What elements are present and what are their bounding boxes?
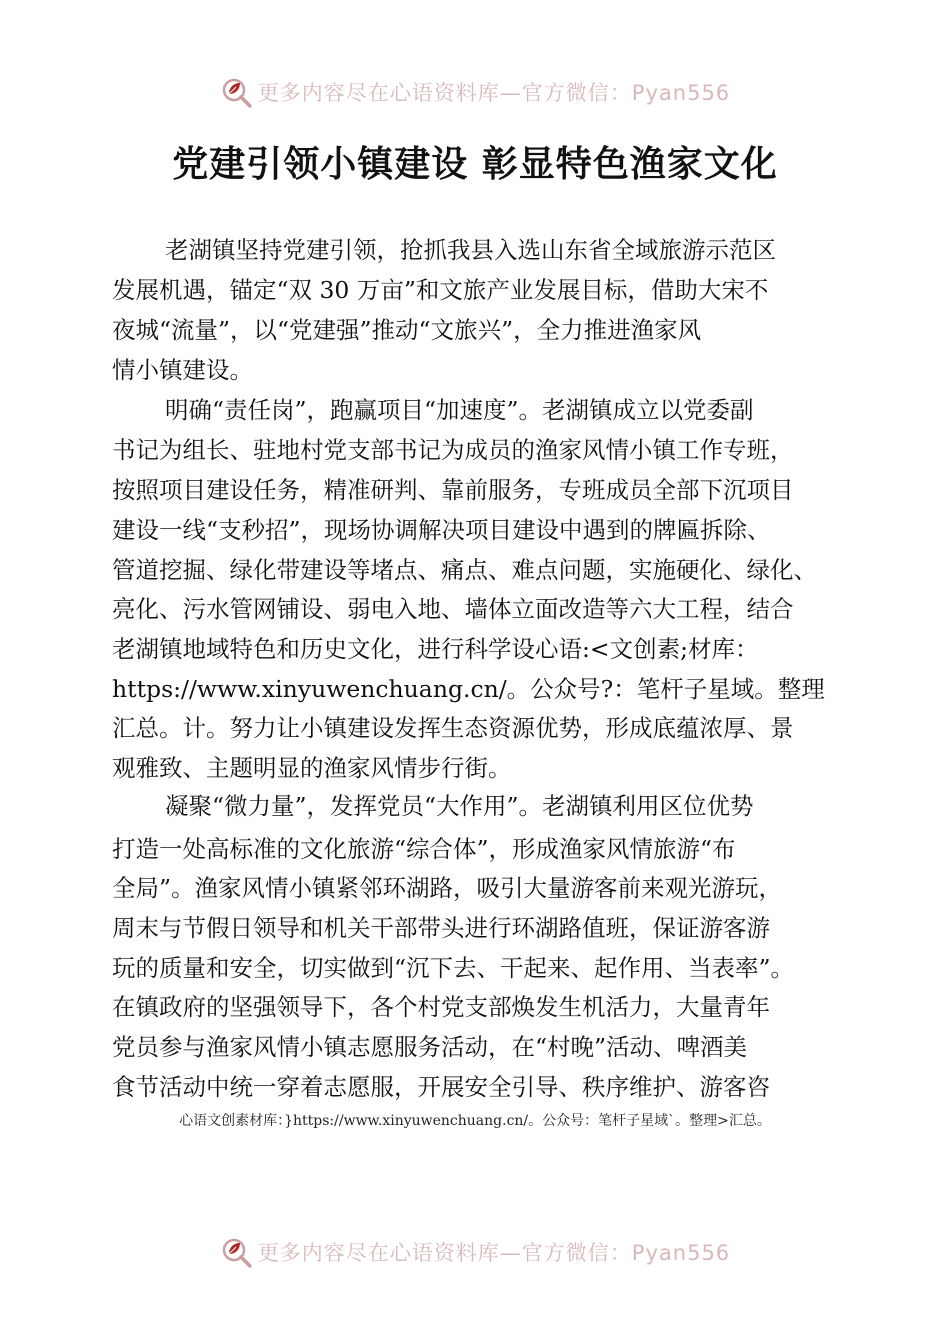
footer-banner xyxy=(0,1232,950,1272)
body-line: 书记为组长、驻地村党支部书记为成员的渔家风情小镇工作专班， xyxy=(112,436,794,464)
body-line: 情小镇建设。 xyxy=(112,356,253,384)
body-line: 周末与节假日领导和机关干部带头进行环湖路值班，保证游客游 xyxy=(112,914,770,942)
magnifier-leaf-logo xyxy=(220,75,254,109)
banner-text: 更多内容尽在心语资料库—官方微信：Pyan556 xyxy=(257,1241,731,1265)
body-line: 老湖镇坚持党建引领，抢抓我县入选山东省全域旅游示范区 xyxy=(165,236,776,264)
body-line: 玩的质量和安全，切实做到“沉下去、干起来、起作用、当表率”。 xyxy=(112,954,795,982)
body-line: 观雅致、主题明显的渔家风情步行街。 xyxy=(112,754,512,782)
body-line: 全局”。渔家风情小镇紧邻环湖路，吸引大量游客前来观光游玩， xyxy=(112,874,783,902)
body-line: 明确“责任岗”，跑赢项目“加速度”。老湖镇成立以党委副 xyxy=(165,396,754,424)
body-line: 发展机遇，锚定“双 30 万亩”和文旅产业发展目标，借助大宋不 xyxy=(112,276,769,304)
document-title: 党建引领小镇建设 彰显特色渔家文化 xyxy=(172,143,778,185)
body-line: https://www.xinyuwenchuang.cn/。公众号?：笔杆子星域。整理 xyxy=(112,675,825,703)
body-line: 建设一线“支秒招”，现场协调解决项目建设中遇到的牌匾拆除、 xyxy=(112,516,771,544)
footnote: 心语文创素材库：}https://www.xinyuwenchuang.cn/。公众号：笔杆子星域`。整理>汇总。 xyxy=(179,1113,771,1129)
body-line: 在镇政府的坚强领导下，各个村党支部焕发生机活力，大量青年 xyxy=(112,993,770,1021)
body-line: 老湖镇地域特色和历史文化，进行科学设心语:<文创素;材库： xyxy=(112,635,759,663)
body-line: 打造一处高标准的文化旅游“综合体”，形成渔家风情旅游“布 xyxy=(112,835,736,863)
banner-text: 更多内容尽在心语资料库—官方微信：Pyan556 xyxy=(257,81,731,105)
body-line: 汇总。计。努力让小镇建设发挥生态资源优势，形成底蕴浓厚、景 xyxy=(112,714,794,742)
body-line: 夜城“流量”，以“党建强”推动“文旅兴”，全力推进渔家风 xyxy=(112,316,702,344)
body-line: 党员参与渔家风情小镇志愿服务活动，在“村晚”活动、啤酒美 xyxy=(112,1033,748,1061)
magnifier-leaf-logo xyxy=(220,1235,254,1269)
body-line: 亮化、污水管网铺设、弱电入地、墙体立面改造等六大工程，结合 xyxy=(112,595,794,623)
body-line: 凝聚“微力量”，发挥党员“大作用”。老湖镇利用区位优势 xyxy=(165,792,754,820)
header-banner xyxy=(0,72,950,112)
body-line: 按照项目建设任务，精准研判、靠前服务，专班成员全部下沉项目 xyxy=(112,476,794,504)
body-line: 食节活动中统一穿着志愿服，开展安全引导、秩序维护、游客咨 xyxy=(112,1073,770,1101)
body-line: 管道挖掘、绿化带建设等堵点、痛点、难点问题，实施硬化、绿化、 xyxy=(112,556,817,584)
